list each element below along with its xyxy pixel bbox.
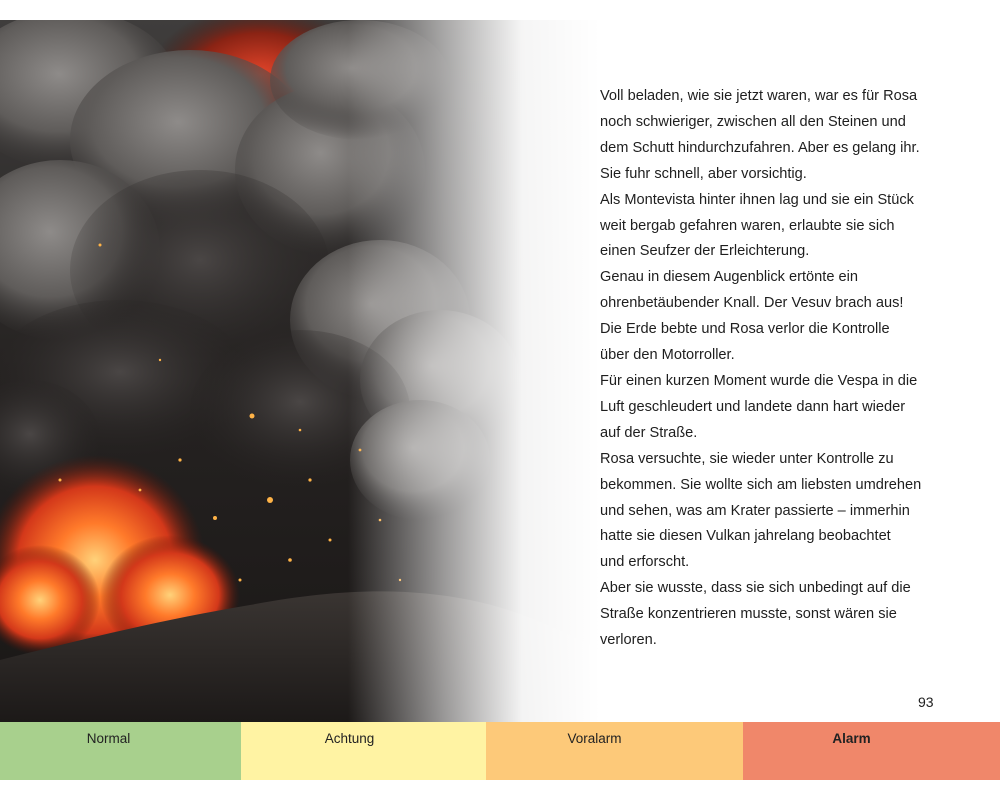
story-line: und sehen, was am Krater passierte – immerhin xyxy=(600,502,910,519)
alert-level-bar xyxy=(0,722,1000,780)
story-line: Aber sie wusste, dass sie sich unbedingt auf die xyxy=(600,580,911,597)
story-line: über den Motorroller. xyxy=(600,347,735,364)
story-line: Rosa versuchte, sie wieder unter Kontrolle zu xyxy=(600,450,894,467)
alert-level-label: Voralarm xyxy=(567,731,622,746)
story-text xyxy=(600,84,960,654)
story-line: weit bergab gefahren waren, erlaubte sie sich xyxy=(600,217,895,234)
volcano-eruption-photo xyxy=(0,20,600,722)
story-line: verloren. xyxy=(600,632,657,649)
story-line: hatte sie diesen Vulkan jahrelang beobachtet xyxy=(600,528,891,545)
story-line: auf der Straße. xyxy=(600,424,698,441)
story-line: Die Erde bebte und Rosa verlor die Kontrolle xyxy=(600,321,890,338)
story-line: Für einen kurzen Moment wurde die Vespa in die xyxy=(600,372,918,389)
story-line: einen Seufzer der Erleichterung. xyxy=(600,243,810,260)
volcano-eruption-image xyxy=(0,20,600,722)
story-line: Sie fuhr schnell, aber vorsichtig. xyxy=(600,165,807,182)
page-number: 93 xyxy=(918,694,934,710)
story-line: noch schwieriger, zwischen all den Steinen und xyxy=(600,113,906,130)
alert-level-label: Achtung xyxy=(324,731,375,746)
alert-level-normal[interactable] xyxy=(0,722,241,780)
alert-level-achtung[interactable] xyxy=(241,722,486,780)
story-line: Als Montevista hinter ihnen lag und sie ein Stück xyxy=(600,191,914,208)
alert-level-label: Alarm xyxy=(832,731,871,746)
alert-level-label: Normal xyxy=(86,731,131,746)
alert-level-alarm[interactable] xyxy=(743,722,1000,780)
story-line: und erforscht. xyxy=(600,554,690,571)
story-line: bekommen. Sie wollte sich am liebsten umdrehen xyxy=(600,476,922,493)
alert-level-voralarm[interactable] xyxy=(486,722,743,780)
story-line: dem Schutt hindurchzufahren. Aber es gelang ihr. xyxy=(600,139,920,156)
story-line: Genau in diesem Augenblick ertönte ein xyxy=(600,269,858,286)
story-line: Voll beladen, wie sie jetzt waren, war es für Rosa xyxy=(600,88,918,104)
story-line: Luft geschleudert und landete dann hart wieder xyxy=(600,398,906,415)
story-line: ohrenbetäubender Knall. Der Vesuv brach aus! xyxy=(600,295,904,312)
story-line: Straße konzentrieren musste, sonst wären sie xyxy=(600,606,897,623)
